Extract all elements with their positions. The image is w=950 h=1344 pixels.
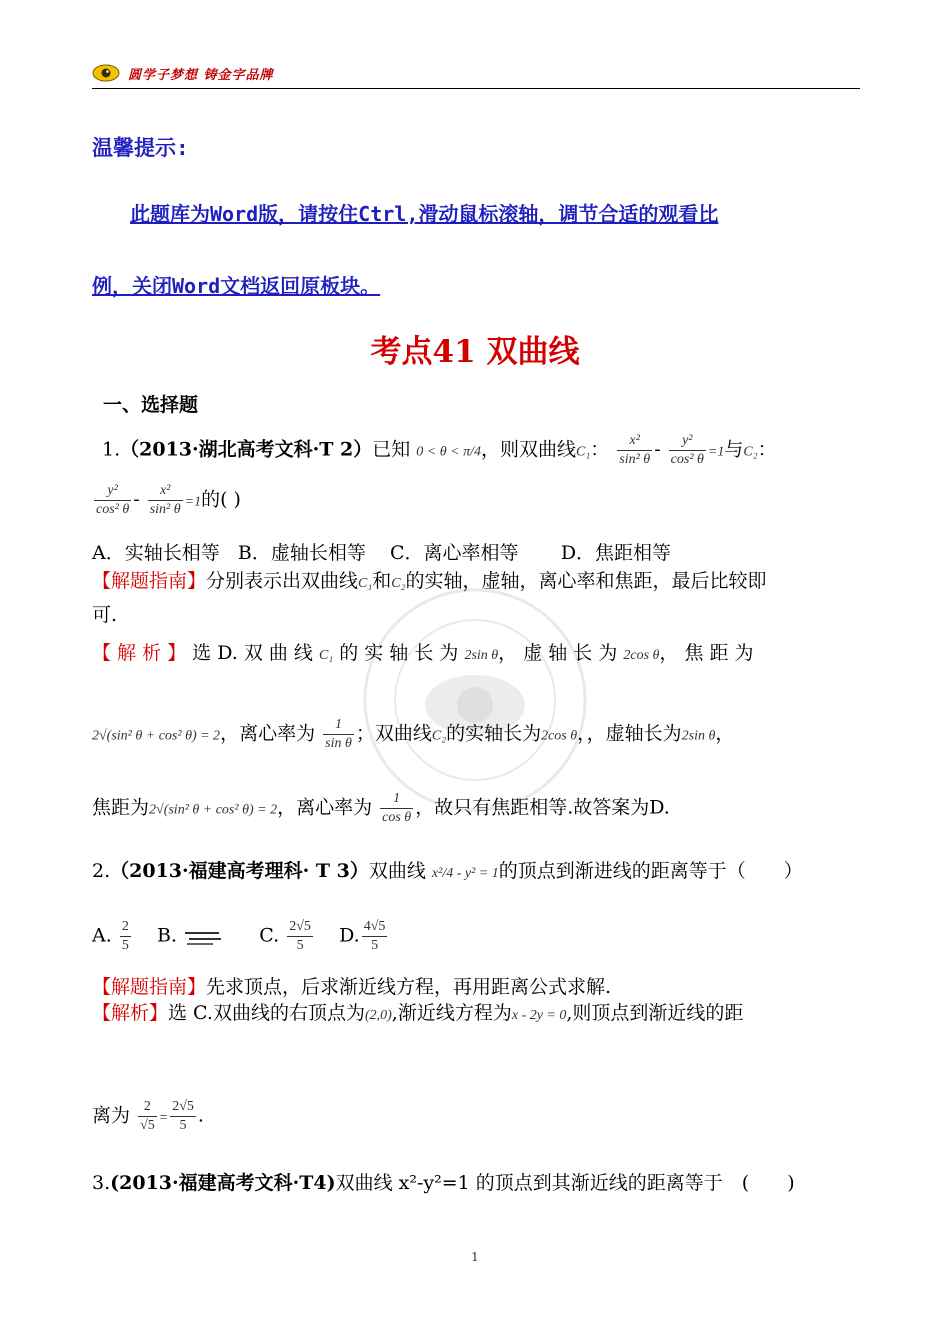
q2-option-a[interactable]: A. [92, 924, 112, 947]
q1-stem-line2: $\frac{\text{y²}}{\text{cos² θ}}$ - $\frac{\text{x²}}{\text{sin² θ}}$ =1的( ) [96, 483, 241, 517]
q2-solution-line2: 离为 $\frac{2}{√5}$ = $\frac{2√5}{5}$ . [92, 1099, 204, 1133]
q1-solution-label: 【 解 析 】 [92, 642, 187, 664]
q1-stem-end: 的( ) [201, 488, 241, 511]
section-heading: 一、选择题 [103, 394, 199, 416]
q3-stem: 3.(2013·福建高考文科·T4)双曲线 x²-y²=1 的顶点到其渐近线的距离等于 ( ) [92, 1172, 795, 1194]
q1-stem-c: 与 [724, 438, 744, 461]
q2-option-d[interactable]: D. [339, 924, 360, 947]
q1-guide-end: 可. [92, 604, 118, 626]
q2-option-b[interactable]: B. [156, 924, 177, 947]
q1-solution-line3: 焦距为2√(sin² θ + cos² θ) = 2，离心率为 $\frac{1}{\text{cos θ}}$ ，故只有焦距相等.故答案为D. [92, 791, 670, 825]
q1-number: 1. [102, 438, 121, 461]
q1-stem: 1.（2013·湖北高考文科·T 2）已知 0 < θ < π/4，则双曲线C₁： $\frac{\text{x²}}{\text{sin² θ}}$ - $\frac{\text{y²}}{\text{cos² θ}}$ =1与C₂： [102, 433, 777, 467]
q1-frac-2: $\frac{\text{y²}}{\text{cos² θ}}$ [670, 433, 704, 467]
q1-c1: C₁ [576, 444, 591, 460]
tip-line-1[interactable]: 此题库为Word版，请按住Ctrl,滑动鼠标滚轴，调节合适的观看比 [130, 202, 719, 226]
q2-option-b-broken-image-icon [183, 927, 223, 947]
q1-options [92, 538, 872, 565]
q1-guide-label: 【解题指南】 [92, 570, 207, 592]
q1-stem-b: ，则双曲线 [480, 438, 576, 461]
q1-condition: 0 < θ < π/4 [416, 444, 481, 460]
q2-solution-line1: 【解析】选 C.双曲线的右顶点为(2,0),渐近线方程为x - 2y = 0,则顶点到渐近线的距 [92, 1002, 744, 1024]
eye-logo-icon [92, 64, 120, 82]
q1-option-a[interactable]: A．实轴长相等 [92, 542, 220, 564]
q2-solution-label: 【解析】 [92, 1002, 169, 1024]
q1-frac-3: $\frac{\text{y²}}{\text{cos² θ}}$ [96, 483, 130, 517]
q1-source: （2013·湖北高考文科·T 2） [120, 438, 373, 461]
q2-equation: x²/4 - y² = 1 [431, 866, 499, 881]
q2-guide: 【解题指南】先求顶点，后求渐近线方程，再用距离公式求解. [92, 976, 612, 998]
q1-frac-1: $\frac{\text{x²}}{\text{sin² θ}}$ [619, 433, 651, 467]
shijiinbang-watermark-icon [360, 585, 590, 815]
q3-source: (2013·福建高考文科·T4) [110, 1172, 336, 1194]
q2-guide-label: 【解题指南】 [92, 976, 207, 998]
q1-frac-4: $\frac{\text{x²}}{\text{sin² θ}}$ [149, 483, 181, 517]
brand-slogan: 圆学子梦想 铸金字品牌 [128, 68, 274, 83]
q1-c2: C₂ [743, 444, 758, 460]
q1-option-c[interactable]: C．离心率相等 [390, 542, 519, 564]
q1-option-d[interactable]: D．焦距相等 [560, 542, 672, 564]
topic-title: 考点41 双曲线 [370, 334, 580, 370]
q1-option-b[interactable]: B．虚轴长相等 [237, 542, 366, 564]
q1-solution-line2: 2√(sin² θ + cos² θ) = 2，离心率为 $\frac{1}{\text{sin θ}}$ ；双曲线C₂的实轴长为2cos θ，，虚轴长为2sin θ， [92, 717, 735, 751]
q2-options: A. $\frac{2}{5}$ B. C. $\frac{2√5}{5}$ D. $\frac{4√5}{5}$ [92, 919, 386, 953]
tip-line-2[interactable]: 例，关闭Word文档返回原板块。 [92, 274, 381, 298]
page-header [92, 62, 860, 89]
tip-title: 温馨提示: [92, 136, 189, 160]
q2-option-c[interactable]: C. [259, 924, 280, 947]
q2-stem: 2.（2013·福建高考理科· T 3）双曲线 x²/4 - y² = 1的顶点到渐进线的距离等于（ ） [92, 860, 803, 882]
q1-stem-a: 已知 [372, 438, 411, 461]
page-number: 1 [471, 1250, 479, 1264]
q1-solution-line1: 【 解 析 】 选 D. 双 曲 线 C₁ 的 实 轴 长 为 2sin θ， 虚 轴 长 为 2cos θ， 焦 距 为 [92, 642, 754, 664]
q1-guide: 【解题指南】分别表示出双曲线C₁和C₂的实轴，虚轴，离心率和焦距，最后比较即 [92, 570, 767, 592]
q2-source: （2013·福建高考理科· T 3） [110, 860, 369, 882]
